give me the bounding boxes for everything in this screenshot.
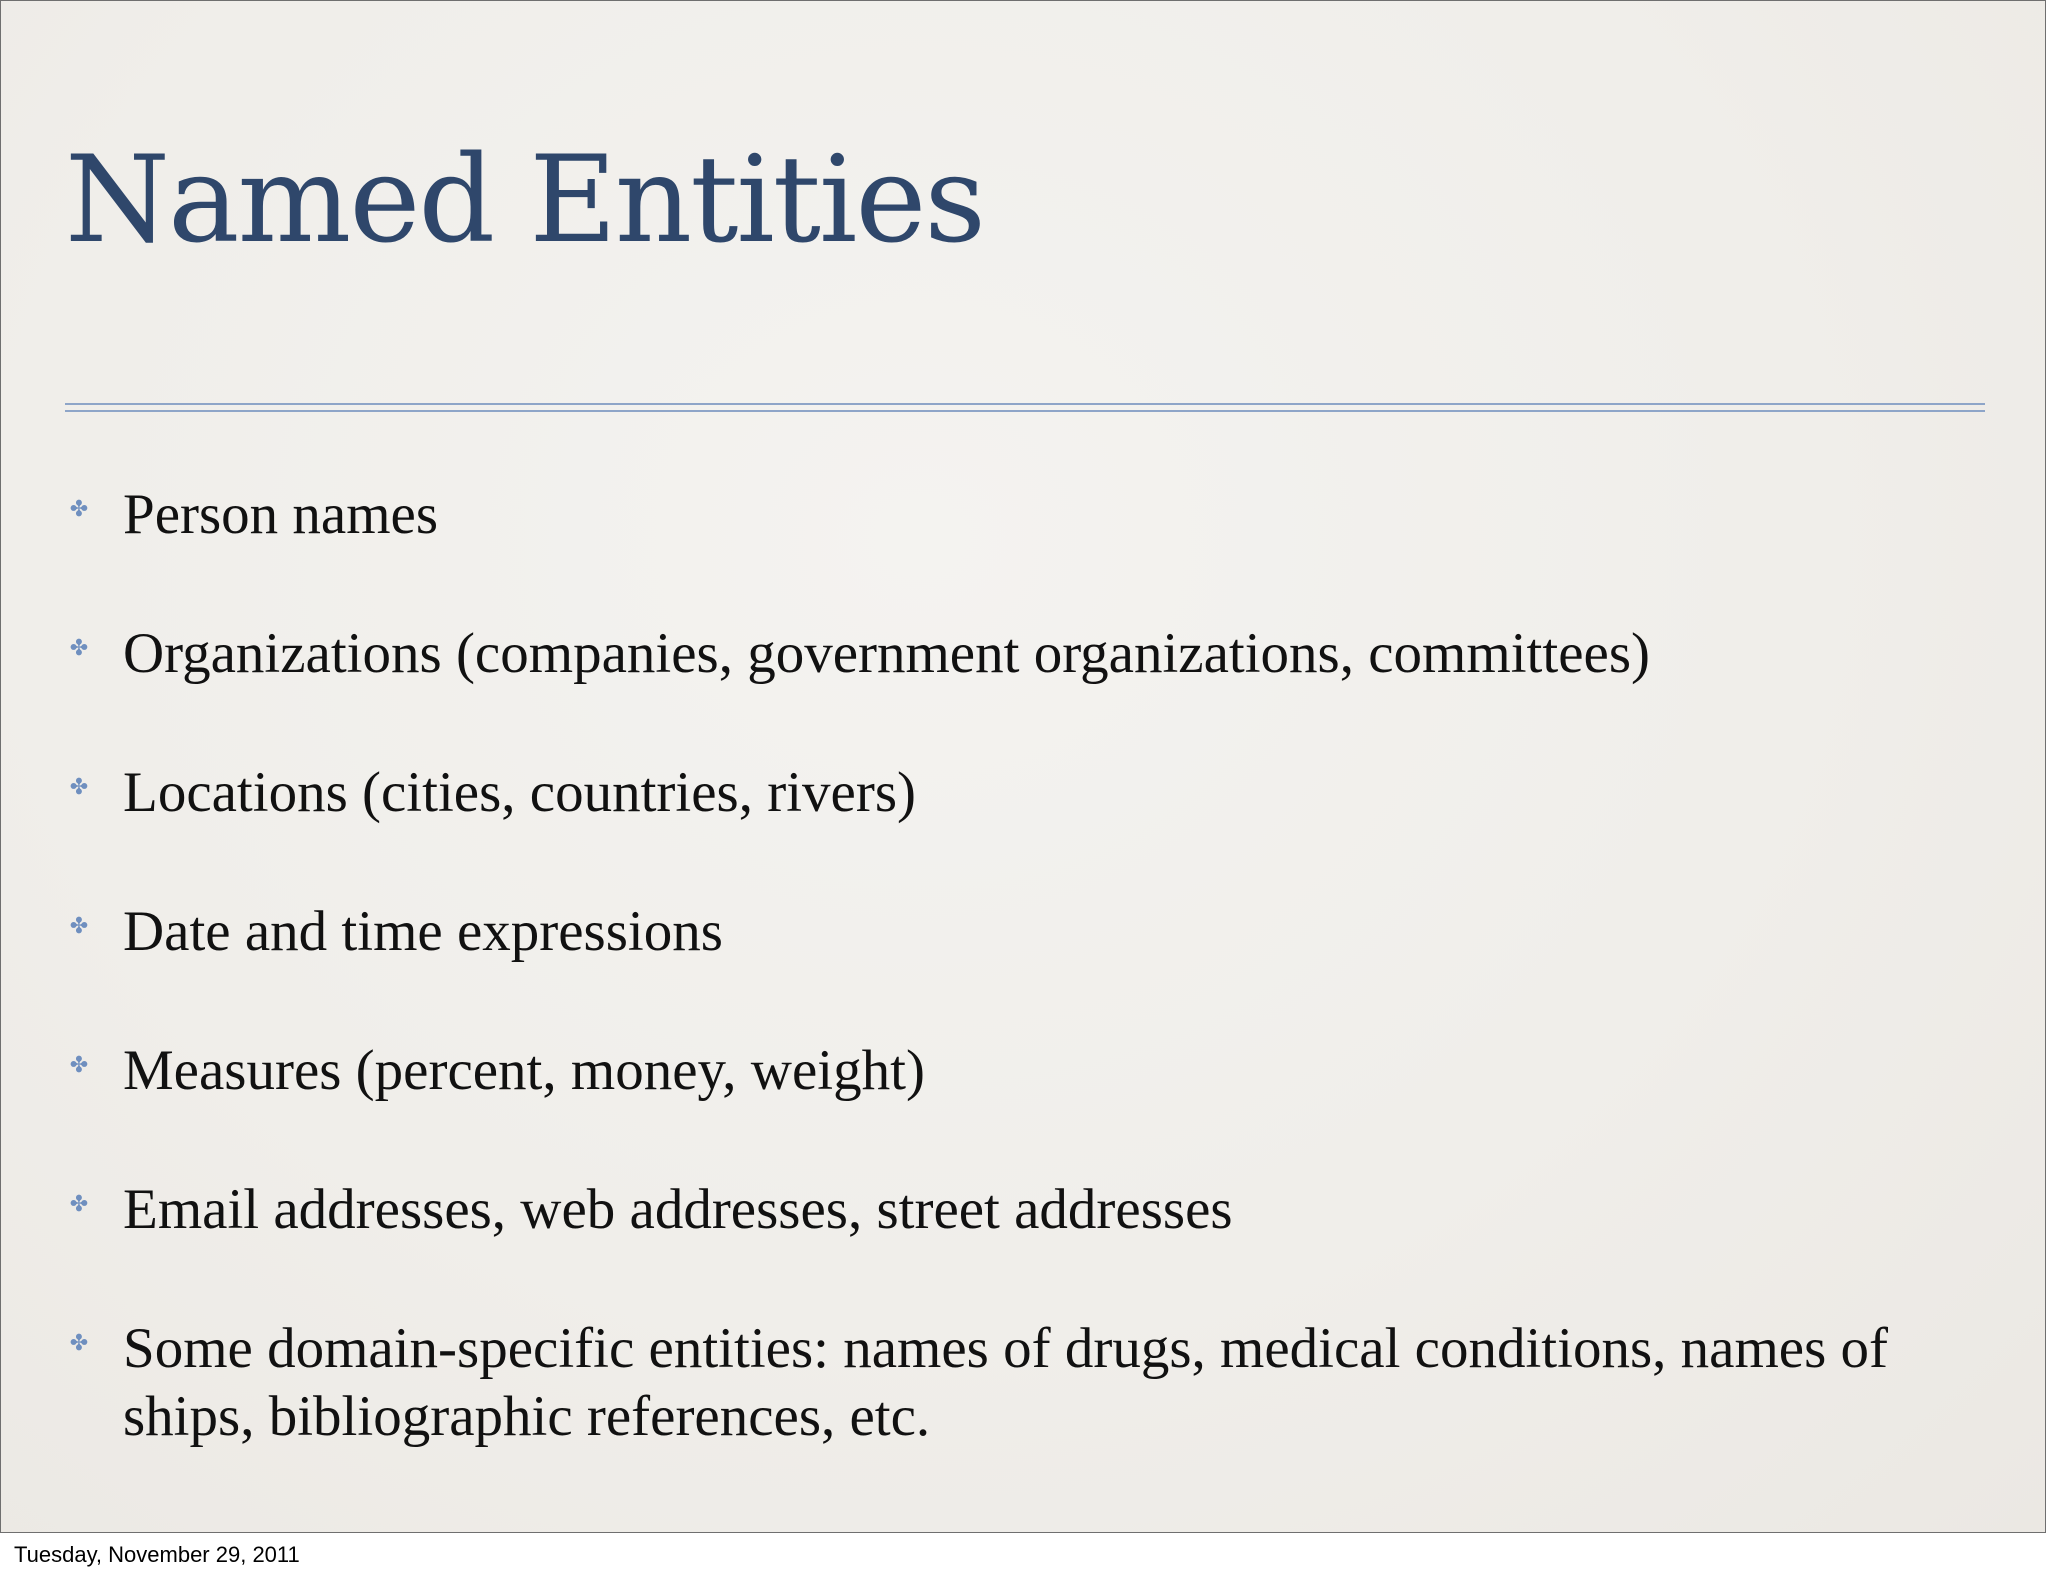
flower-bullet-icon: ✤ [69, 914, 89, 939]
bullet-item [65, 1315, 1965, 1455]
bullet-list [65, 481, 1965, 1455]
bullet-item [65, 1037, 1965, 1176]
flower-bullet-icon: ✤ [69, 636, 89, 661]
flower-bullet-icon: ✤ [69, 1053, 89, 1078]
flower-bullet-icon: ✤ [69, 1192, 89, 1217]
bullet-text: Some domain-specific entities: names of drugs, medical conditions, names of ships, bibliographic references, etc. [123, 1317, 1888, 1448]
bullet-text: Date and time expressions [123, 900, 723, 963]
bullet-text: Person names [123, 483, 439, 546]
title-divider-bottom [65, 410, 1985, 412]
bullet-item [65, 898, 1965, 1037]
bullet-text: Locations (cities, countries, rivers) [123, 761, 916, 824]
flower-bullet-icon: ✤ [69, 775, 89, 800]
flower-bullet-icon: ✤ [69, 497, 89, 522]
bullet-text: Email addresses, web addresses, street addresses [123, 1178, 1233, 1241]
bullet-text: Organizations (companies, government organizations, committees) [123, 622, 1650, 685]
bullet-item [65, 759, 1965, 898]
bullet-item [65, 620, 1965, 759]
slide-title: Named Entities [65, 131, 984, 270]
flower-bullet-icon: ✤ [69, 1331, 89, 1356]
title-divider-top [65, 403, 1985, 405]
bullet-text: Measures (percent, money, weight) [123, 1039, 925, 1102]
bullet-item [65, 481, 1965, 620]
footer-date: Tuesday, November 29, 2011 [14, 1542, 300, 1567]
bullet-item [65, 1176, 1965, 1315]
